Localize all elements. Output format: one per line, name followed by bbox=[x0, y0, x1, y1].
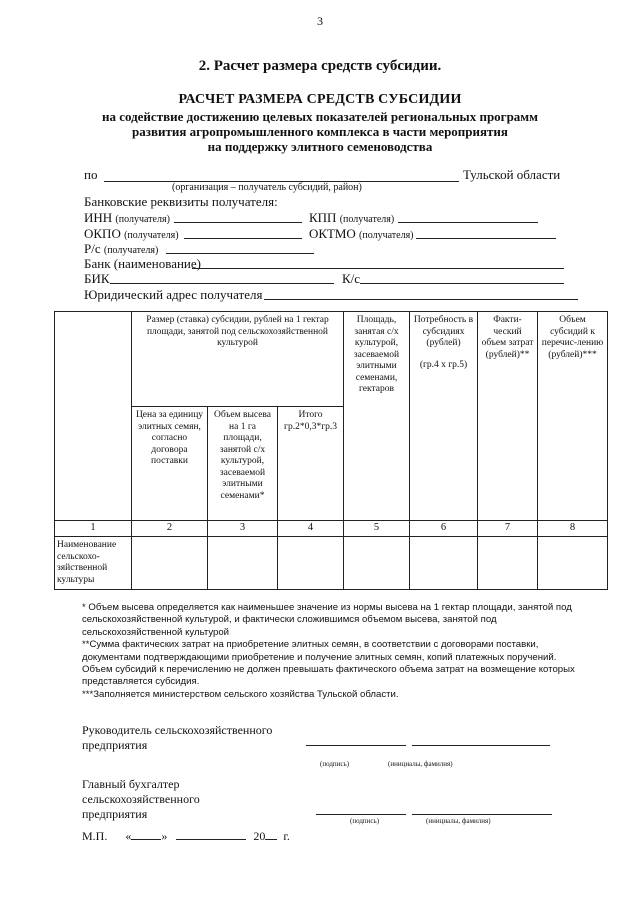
column-number: 2 bbox=[132, 521, 208, 537]
column-number: 3 bbox=[208, 521, 278, 537]
okpo-note: (получателя) bbox=[124, 230, 179, 241]
stamp-date-line bbox=[82, 829, 290, 844]
accountant-title-line: Главный бухгалтер bbox=[82, 777, 180, 791]
okpo-field[interactable] bbox=[184, 238, 302, 239]
price-header: Цена за единицу элитных семян, согласно договора поставки bbox=[132, 407, 208, 521]
table-cell[interactable] bbox=[208, 537, 278, 590]
column-number: 7 bbox=[478, 521, 538, 537]
subsidy-table bbox=[54, 311, 608, 590]
address-label: Юридический адрес получателя bbox=[84, 287, 263, 302]
date-day-field[interactable] bbox=[131, 839, 161, 840]
table-row bbox=[55, 537, 608, 590]
head-title-line: Руководитель сельскохозяйственного bbox=[82, 723, 273, 737]
rs-label-text: Р/с bbox=[84, 241, 101, 256]
bank-name-field[interactable] bbox=[192, 268, 564, 269]
subtitle-line: развития агропромышленного комплекса в части мероприятия bbox=[132, 124, 508, 139]
actual-costs-header: Факти-ческий объем затрат (рублей)** bbox=[478, 312, 538, 521]
column-number: 4 bbox=[278, 521, 344, 537]
accountant-title-line: сельскохозяйственного bbox=[82, 792, 200, 806]
column-number: 5 bbox=[344, 521, 410, 537]
need-header bbox=[410, 312, 478, 521]
accountant-initials-line[interactable] bbox=[412, 814, 552, 815]
recipient-prefix: по bbox=[84, 167, 98, 182]
inn-label bbox=[84, 210, 170, 227]
recipient-caption: (организация – получатель субсидий, район) bbox=[172, 182, 362, 193]
rs-note: (получателя) bbox=[103, 245, 159, 256]
ks-field[interactable] bbox=[360, 283, 564, 284]
ks-label: К/с bbox=[342, 271, 361, 286]
head-initials-line[interactable] bbox=[412, 745, 550, 746]
bank-heading: Банковские реквизиты получателя: bbox=[84, 194, 278, 209]
accountant-signature-line[interactable] bbox=[316, 814, 406, 815]
oktmo-note: (получателя) bbox=[359, 230, 414, 241]
head-signature-caption: (подпись) bbox=[320, 760, 350, 768]
crop-name-cell: Наименование сельскохо-зяйственной культуры bbox=[55, 537, 132, 590]
footnote: * Объем высева определяется как наименьшее значение из нормы высева на 1 гектар площади, занятой под сельскохозяйственной культурой, и фактически сложившимся объемом высева, занятой под сельскохозяйственной культурой bbox=[82, 602, 572, 638]
inn-label-text: ИНН bbox=[84, 210, 113, 225]
bik-label: БИК bbox=[84, 271, 110, 286]
column-number: 1 bbox=[55, 521, 132, 537]
accountant-title-line: предприятия bbox=[82, 807, 148, 821]
head-title bbox=[82, 723, 272, 753]
date-year-prefix: 20 bbox=[253, 829, 266, 843]
kpp-label-text: КПП bbox=[309, 210, 337, 225]
kpp-field[interactable] bbox=[398, 222, 538, 223]
section-title: 2. Расчет размера средств субсидии. bbox=[198, 58, 442, 74]
date-close-quote: » bbox=[161, 829, 168, 843]
subtitle-line: на поддержку элитного семеноводства bbox=[207, 139, 433, 154]
footnotes bbox=[82, 602, 587, 701]
footnote: **Сумма фактических затрат на приобретение элитных семян, в соответствии с договорами поставки, документами подтверждающими приобретение и получение элитных семян, копий платежных поручений. Объем субсидий к перечислению не должен превышать фактического объема затрат на возмещение которых представляется субсидия. bbox=[82, 639, 575, 688]
column-number: 6 bbox=[410, 521, 478, 537]
area-header: Площадь, занятая с/х культурой, засеваемой элитными семенами, гектаров bbox=[344, 312, 410, 521]
table-cell[interactable] bbox=[538, 537, 608, 590]
okpo-label-text: ОКПО bbox=[84, 226, 121, 241]
table-cell[interactable] bbox=[478, 537, 538, 590]
date-year-suffix: г. bbox=[283, 829, 290, 843]
transfer-volume-header: Объем субсидий к перечис-лению (рублей)*** bbox=[538, 312, 608, 521]
table-cell[interactable] bbox=[278, 537, 344, 590]
page-number: 3 bbox=[317, 14, 323, 28]
footnote: ***Заполняется министерством сельского хозяйства Тульской области. bbox=[82, 688, 399, 700]
date-year-field[interactable] bbox=[265, 839, 277, 840]
rs-field[interactable] bbox=[166, 253, 314, 254]
oktmo-field[interactable] bbox=[416, 238, 556, 239]
inn-field[interactable] bbox=[174, 222, 302, 223]
head-title-line: предприятия bbox=[82, 738, 148, 752]
total-header: Итого гр.2*0,3*гр.3 bbox=[278, 407, 344, 521]
inn-note: (получателя) bbox=[115, 214, 170, 225]
subtitle-line: на содействие достижению целевых показателей региональных программ bbox=[101, 109, 539, 124]
head-initials-caption: (инициалы, фамилия) bbox=[388, 760, 453, 768]
table-cell[interactable] bbox=[344, 537, 410, 590]
recipient-region: Тульской области bbox=[463, 167, 561, 182]
oktmo-label bbox=[309, 226, 414, 243]
kpp-label bbox=[309, 210, 394, 227]
sowing-volume-header: Объем высева на 1 га площади, занятой с/х культурой, засеваемой элитными семенами* bbox=[208, 407, 278, 521]
column-number: 8 bbox=[538, 521, 608, 537]
column-number-row bbox=[55, 521, 608, 537]
rate-header: Размер (ставка) субсидии, рублей на 1 гектар площади, занятой под сельскохозяйственной культурой bbox=[132, 312, 344, 407]
stamp-label: М.П. bbox=[82, 829, 108, 843]
document-title: РАСЧЕТ РАЗМЕРА СРЕДСТВ СУБСИДИИ bbox=[178, 92, 462, 107]
table-cell[interactable] bbox=[132, 537, 208, 590]
date-open-quote: « bbox=[125, 829, 132, 843]
need-header-text: Потребность в субсидиях (рублей) bbox=[413, 315, 474, 348]
head-signature-line[interactable] bbox=[306, 745, 406, 746]
kpp-note: (получателя) bbox=[339, 214, 395, 225]
accountant-signature-caption: (подпись) bbox=[350, 817, 380, 825]
bik-field[interactable] bbox=[110, 283, 334, 284]
need-header-formula: (гр.4 х гр.5) bbox=[419, 359, 468, 370]
accountant-title bbox=[82, 777, 200, 822]
bank-name-label: Банк (наименование) bbox=[84, 256, 201, 271]
accountant-initials-caption: (инициалы, фамилия) bbox=[426, 817, 491, 825]
address-field[interactable] bbox=[264, 299, 578, 300]
oktmo-label-text: ОКТМО bbox=[309, 226, 356, 241]
date-month-field[interactable] bbox=[176, 839, 246, 840]
header-empty-cell bbox=[55, 312, 132, 521]
table-cell[interactable] bbox=[410, 537, 478, 590]
